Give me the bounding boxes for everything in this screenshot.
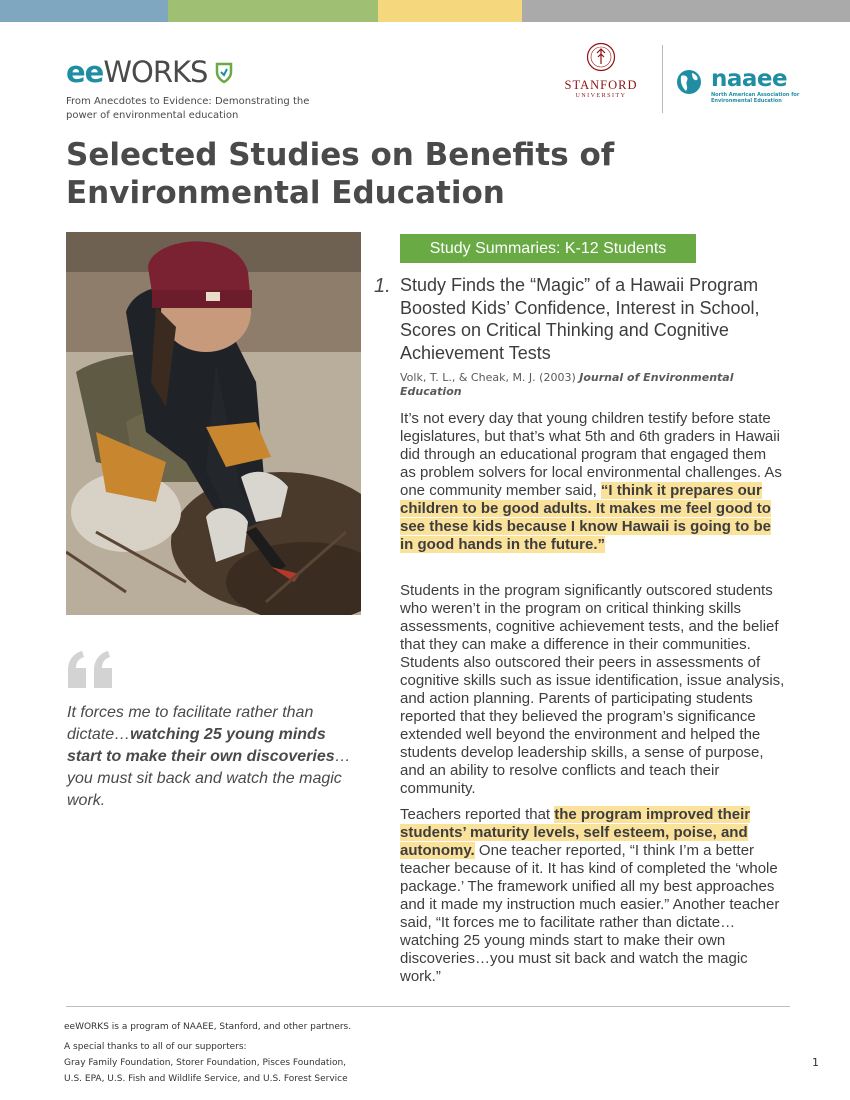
brand-works: WORKS bbox=[103, 55, 208, 89]
footer-thanks-line: A special thanks to all of our supporters: bbox=[64, 1042, 247, 1052]
paragraph-2: Students in the program significantly outscored students who weren’t in the program on critical thinking skills assessments, cognitive achievement tests, and the belief that they can make a difference in their communities. Students also outscored their peers in assessments of cognitive skills such as issue identification, issue analysis, and action planning. Parents of participating students reported that they believed the program’s significance extended well beyond the environment and helped the students develop leadership skills, a sense of purpose, and an ability to resolve conflicts and teach their community. bbox=[400, 582, 785, 797]
globe-icon bbox=[675, 66, 707, 98]
top-color-bar bbox=[0, 0, 850, 22]
citation-authors: Volk, T. L., & Cheak, M. J. (2003) bbox=[400, 371, 576, 384]
pull-quote-part2: … you must sit back and watch the magic work. bbox=[67, 748, 351, 809]
shield-icon bbox=[215, 62, 233, 84]
section-banner: Study Summaries: K-12 Students bbox=[400, 234, 696, 263]
tagline: From Anecdotes to Evidence: Demonstrating the power of environmental education bbox=[66, 96, 310, 121]
citation bbox=[400, 371, 780, 399]
footer-divider bbox=[66, 1006, 790, 1007]
logo-divider bbox=[662, 45, 663, 113]
pull-quote-emphasis: watching 25 young minds start to make their own discoveries bbox=[67, 726, 335, 765]
brand-ee: ee bbox=[66, 55, 104, 89]
stanford-sub: UNIVERSITY bbox=[575, 93, 627, 99]
footer-program-line: eeWORKS is a program of NAAEE, Stanford, and other partners. bbox=[64, 1022, 352, 1032]
paragraph-1-text: It’s not every day that young children testify before state legislatures, but that’s what 5th and 6th graders in Hawaii did through an educational program that engaged them as problem solvers for local environmental challenges. As one community member said, bbox=[400, 410, 782, 499]
color-strip-gray bbox=[522, 0, 850, 22]
naaee-name: naaee bbox=[711, 66, 788, 92]
color-strip-yellow bbox=[378, 0, 522, 22]
footer bbox=[64, 1019, 351, 1087]
photo-student-planting bbox=[66, 232, 361, 615]
color-strip-green bbox=[168, 0, 378, 22]
pull-quote bbox=[67, 702, 357, 812]
stanford-name: STANFORD bbox=[564, 78, 638, 92]
study-title: Study Finds the “Magic” of a Hawaii Program Boosted Kids’ Confidence, Interest in School, Scores on Critical Thinking and Cognitive Achievement Tests bbox=[400, 275, 760, 363]
stanford-logo bbox=[556, 42, 646, 99]
naaee-subtitle: North American Association for Environmental Education bbox=[711, 92, 800, 104]
study-number: 1. bbox=[374, 275, 391, 297]
eeworks-logo bbox=[66, 56, 233, 88]
highlighted-quote-2: the program improved their students’ maturity levels, self esteem, poise, and autonomy. bbox=[400, 806, 751, 859]
quotation-mark-icon bbox=[66, 650, 116, 690]
paragraph-1 bbox=[400, 410, 785, 554]
highlighted-quote-1: “I think it prepares our children to be good adults. It makes me feel good to see these kids because I know Hawaii is going to be in good hands in the future.” bbox=[400, 482, 771, 553]
footer-supporters-line-2: U.S. EPA, U.S. Fish and Wildlife Service, and U.S. Forest Service bbox=[64, 1074, 348, 1084]
paragraph-3 bbox=[400, 806, 785, 986]
stanford-seal-icon bbox=[586, 42, 616, 72]
page-title: Selected Studies on Benefits of Environmental Education bbox=[66, 137, 615, 211]
paragraph-3-pre: Teachers reported that bbox=[400, 806, 555, 823]
citation-journal: Journal of Environmental Education bbox=[400, 371, 734, 398]
page-number: 1 bbox=[812, 1056, 819, 1069]
paragraph-3-post: One teacher reported, “I think I’m a better teacher because of it. It has kind of completed the ‘whole package.’ The framework unified all my best approaches and it made my instruction much easier.” Another teacher said, “It forces me to facilitate rather than dictate…watching 25 young minds start to make their own discoveries…you must sit back and watch the magic work.” bbox=[400, 842, 780, 985]
color-strip-blue bbox=[0, 0, 168, 22]
footer-supporters-line-1: Gray Family Foundation, Storer Foundation, Pisces Foundation, bbox=[64, 1058, 347, 1068]
pull-quote-part1: It forces me to facilitate rather than dictate… bbox=[67, 704, 314, 743]
